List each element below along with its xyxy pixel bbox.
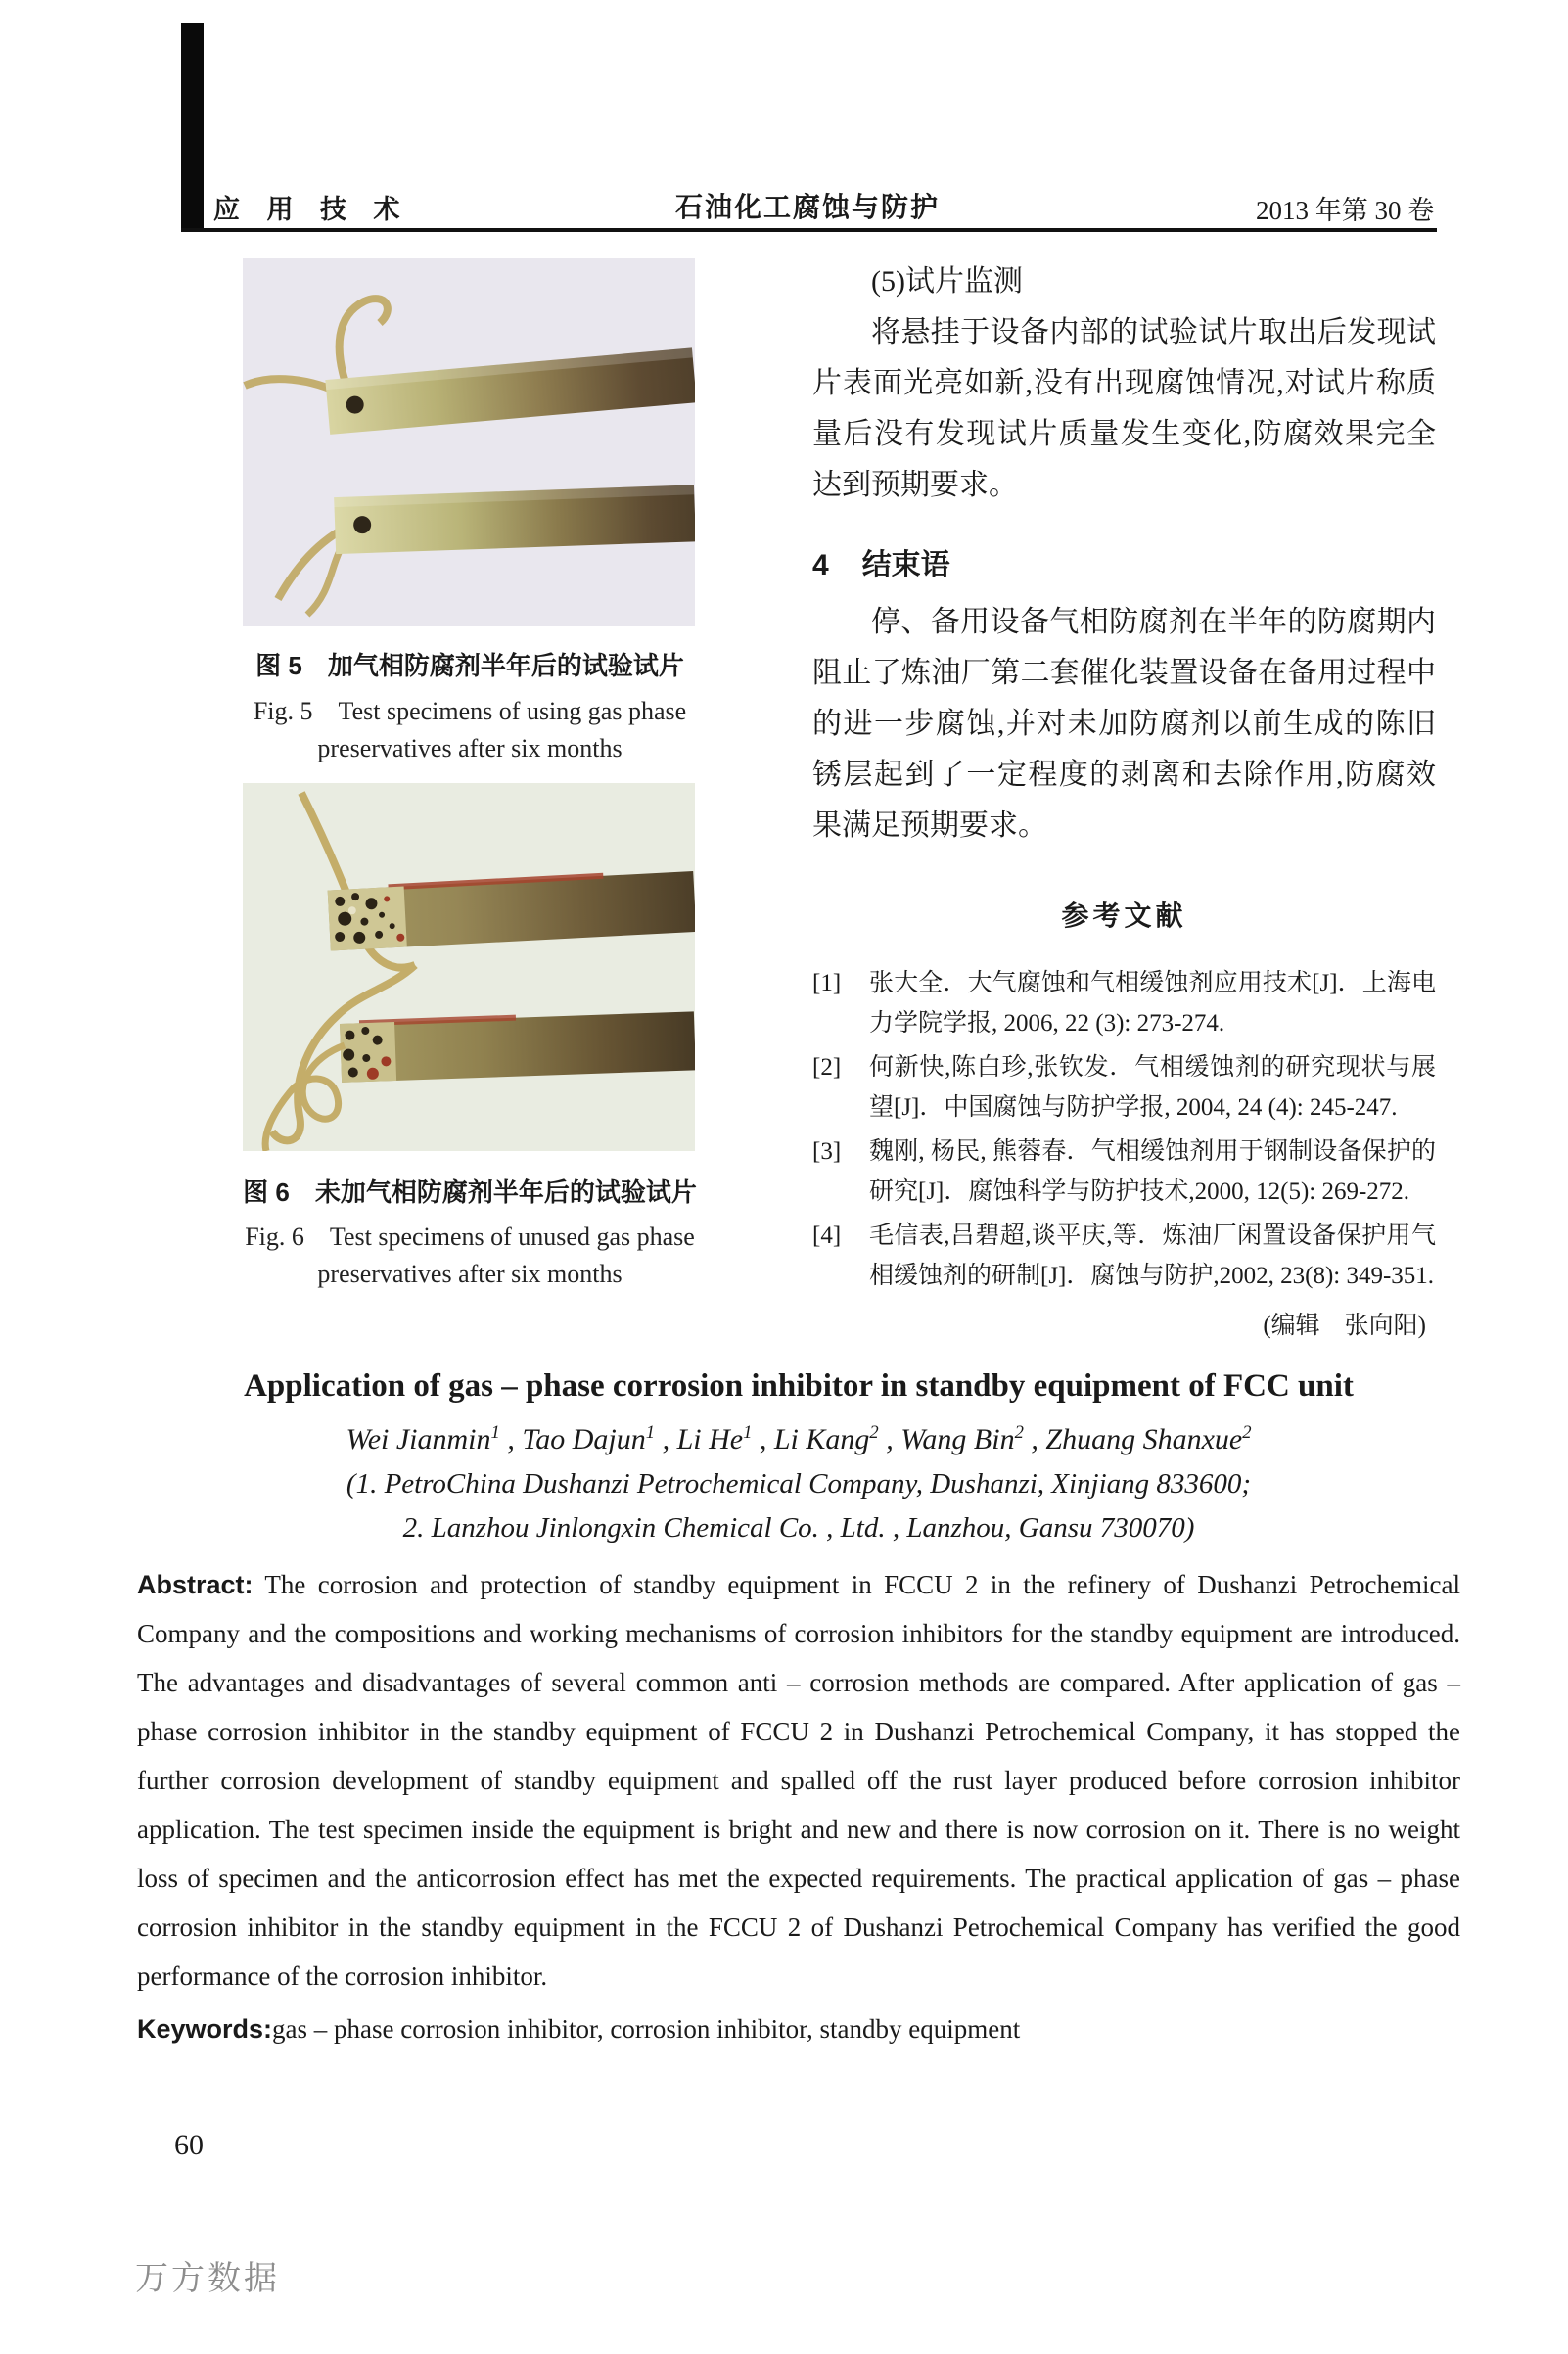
photo-background [243, 258, 695, 626]
section4-body: 停、备用设备气相防腐剂在半年的防腐期内阻止了炼油厂第二套催化装置设备在备用过程中的进一步腐蚀,并对未加防腐剂以前生成的陈旧锈层起到了一定程度的剥离和去除作用,防腐效果满足预期要求。 [812, 606, 1436, 842]
reference-number: [4] [812, 1223, 842, 1249]
author-affiliation-sup: 1 [490, 1422, 500, 1443]
author-name: Zhuang Shanxue [1045, 1423, 1243, 1455]
specimen-strip [340, 1008, 695, 1083]
header-volume-info: 2013 年第 30 卷 [1256, 196, 1435, 225]
affiliation-1: (1. PetroChina Dushanzi Petrochemical Company, Dushanzi, Xinjiang 833600; [346, 1468, 1252, 1500]
reference-text: 何新快,陈白珍,张钦发．气相缓蚀剂的研究现状与展望[J]．中国腐蚀与防护学报, 2004, 24 (4): 245-247. [869, 1054, 1436, 1121]
author-name: Tao Dajun [522, 1423, 646, 1455]
section4-title: 结束语 [861, 549, 950, 581]
author-name: Wei Jianmin [346, 1423, 491, 1455]
figure6-caption-en2: preservatives after six months [317, 1260, 623, 1288]
figure6-caption-zh: 图 6 未加气相防腐剂半年后的试验试片 [243, 1177, 697, 1207]
references-list [812, 963, 1436, 1296]
right-column [812, 256, 1436, 1365]
abstract-text: The corrosion and protection of standby equipment in FCCU 2 in the refinery of Dushanzi Petrochemical Company and the compositions and working mechanisms of corrosion inhibitors for the standby equipment are introduced. The advantages and disadvantages of several common anti – corrosion methods are compared. After application of gas – phase corrosion inhibitor in the standby equipment of FCCU 2 in Dushanzi Petrochemical Company, it has stopped the further corrosion development of standby equipment and spalled off the rust layer produced before corrosion inhibitor application. The test specimen inside the equipment is bright and new and there is now corrosion on it. There is no weight loss of specimen and the anticorrosion effect has met the expected requirements. The practical application of gas – phase corrosion inhibitor in the standby equipment in the FCCU 2 of Dushanzi Petrochemical Company has verified the good performance of the corrosion inhibitor. [137, 1570, 1460, 1991]
abstract-paragraph [137, 1560, 1460, 2001]
keywords-paragraph [137, 2005, 1460, 2054]
author-affiliation-sup: 2 [1242, 1422, 1252, 1443]
author-affiliation-sup: 2 [869, 1422, 879, 1443]
author-affiliation-sup: 1 [743, 1422, 753, 1443]
item5-title: (5)试片监测 [871, 265, 1023, 298]
author-name: Li Kang [773, 1423, 870, 1455]
reference-text: 毛信表,吕碧超,谈平庆,等．炼油厂闲置设备保护用气相缓蚀剂的研制[J]．腐蚀与防护,2002, 23(8): 349-351. [869, 1223, 1436, 1289]
watermark: 万方数据 [135, 2261, 280, 2297]
references-title: 参考文献 [1061, 900, 1187, 931]
reference-item [812, 963, 1436, 1043]
reference-number: [1] [812, 970, 842, 996]
reference-number: [3] [812, 1138, 842, 1165]
figure5-caption-en2: preservatives after six months [317, 734, 623, 762]
english-title: Application of gas – phase corrosion inhibitor in standby equipment of FCC unit [244, 1368, 1354, 1404]
english-section [137, 1368, 1460, 2054]
figure5-caption-en: Fig. 5 Test specimens of using gas phase [253, 697, 687, 725]
reference-item [812, 1131, 1436, 1212]
photo-background [243, 783, 695, 1151]
reference-item [812, 1216, 1436, 1296]
abstract-label: Abstract: [137, 1570, 254, 1599]
author-name: Wang Bin [900, 1423, 1015, 1455]
author-affiliation-sup: 2 [1014, 1422, 1024, 1443]
section4-number: 4 [812, 549, 829, 581]
header-rule [181, 228, 1437, 232]
reference-text: 张大全．大气腐蚀和气相缓蚀剂应用技术[J]．上海电力学院学报, 2006, 22 (3): 273-274. [869, 970, 1436, 1037]
item5-body: 将悬挂于设备内部的试验试片取出后发现试片表面光亮如新,没有出现腐蚀情况,对试片称质量后没有发现试片质量发生变化,防腐效果完全达到预期要求。 [812, 316, 1436, 501]
corner-ink-bar [181, 23, 204, 230]
authors-line: Wei Jianmin$^1$ , Tao Dajun$^1$ , Li He$^1$ , Li Kang$^2$ , Wang Bin$^2$ , Zhuang Shanxue$^2$ [346, 1422, 1252, 1455]
figure5-photo [243, 258, 695, 626]
header-section-label: 应 用 技 术 [213, 195, 410, 224]
keywords-text: gas – phase corrosion inhibitor, corrosion inhibitor, standby equipment [272, 2014, 1021, 2044]
page-number: 60 [174, 2129, 204, 2161]
author-name: Li He [676, 1423, 744, 1455]
figure5-caption-zh: 图 5 加气相防腐剂半年后的试验试片 [255, 651, 684, 680]
keywords-label: Keywords: [137, 2014, 273, 2044]
reference-item [812, 1047, 1436, 1128]
editor-note: (编辑 张向阳) [1263, 1313, 1426, 1339]
reference-number: [2] [812, 1054, 842, 1081]
affiliation-2: 2. Lanzhou Jinlongxin Chemical Co. , Ltd. , Lanzhou, Gansu 730070) [402, 1512, 1195, 1544]
reference-text: 魏刚, 杨民, 熊蓉春．气相缓蚀剂用于钢制设备保护的研究[J]．腐蚀科学与防护技术,2000, 12(5): 269-272. [869, 1138, 1436, 1205]
figure6-caption-en: Fig. 6 Test specimens of unused gas phase [245, 1223, 695, 1251]
section4-heading [812, 540, 1436, 583]
author-affiliation-sup: 1 [645, 1422, 656, 1443]
header-journal-title: 石油化工腐蚀与防护 [675, 192, 941, 222]
figure6-photo [243, 783, 695, 1151]
